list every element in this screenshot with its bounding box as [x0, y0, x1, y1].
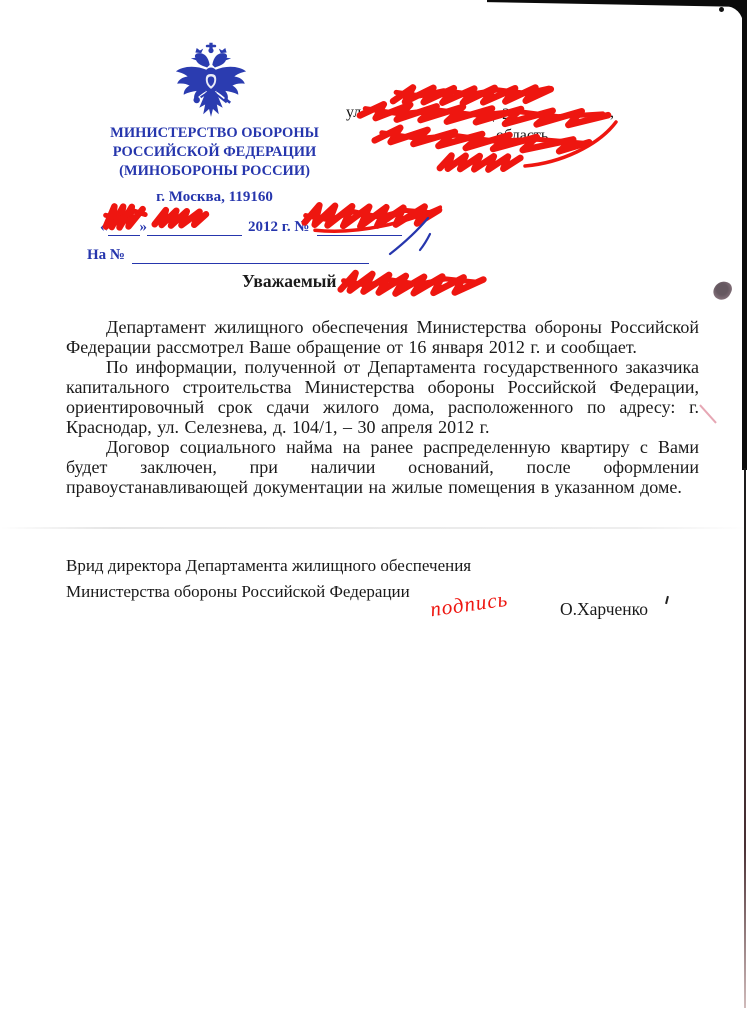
- scan-speck: [719, 7, 724, 12]
- double-headed-eagle-icon: [172, 42, 250, 128]
- date-year-part: 2012 г. №: [248, 219, 310, 235]
- recipient-house-fragment: , д. 22: [478, 106, 519, 123]
- scan-edge-right: [742, 0, 747, 470]
- reference-label: На №: [87, 247, 125, 263]
- signer-position-line2: Министерства обороны Российской Федерации: [66, 581, 410, 601]
- signer-position-line1: Врид директора Департамента жилищного обеспечения: [66, 556, 472, 575]
- redaction-scribble-month: [151, 205, 210, 229]
- signature-block: [66, 553, 471, 604]
- recipient-line2-comma: ,: [610, 104, 614, 121]
- org-name-line1: МИНИСТЕРСТВО ОБОРОНЫ: [110, 125, 319, 141]
- redaction-scribble-addressee-name: [336, 266, 489, 299]
- redaction-swoosh: [520, 118, 620, 170]
- pen-smudge: [699, 404, 717, 423]
- scan-edge-right-lower: [744, 468, 747, 1008]
- org-name-line2: РОССИЙСКОЙ ФЕДЕРАЦИИ: [112, 144, 317, 160]
- body-paragraph: По информации, полученной от Департамента государственного заказчика капитального строительства Министерства обороны Российской Федерации, ориентировочный срок сдачи жилого дома, расположенного по адресу: г. Краснодар, ул. Селезнева, д. 104/1, – 30 апреля 2012 г.: [66, 357, 699, 437]
- org-city-line: г. Москва, 119160: [156, 189, 273, 205]
- salutation: Уважаемый: [242, 271, 337, 291]
- recipient-region-fragment: область,: [496, 127, 553, 144]
- paper-crease: [0, 527, 747, 529]
- pen-tick-mark: [665, 596, 669, 604]
- org-name-block: [92, 124, 337, 181]
- scan-edge-top: [487, 0, 747, 7]
- reference-line: [87, 247, 369, 264]
- pen-mark-number: [386, 216, 432, 256]
- letter-body: [66, 317, 699, 497]
- handwritten-signature-note: подпись: [428, 586, 510, 622]
- redaction-scribble-day: [100, 200, 151, 232]
- redaction-scribble-recipient-postcode: [435, 147, 524, 176]
- date-close-quote: »: [139, 219, 147, 235]
- body-paragraph: Договор социального найма на ранее распределенную квартиру с Вами будет заключен, при наличии оснований, после оформлении правоустанавливающей документации на жилые помещения в указанном доме.: [66, 437, 699, 497]
- date-open-quote: «: [100, 219, 108, 235]
- body-paragraph: Департамент жилищного обеспечения Министерства обороны Российской Федерации рассмотрел Ваше обращение от 16 января 2012 г. и сообщает.: [66, 317, 699, 357]
- org-name-line3: (МИНОБОРОНЫ РОССИИ): [119, 163, 310, 179]
- staple-mark: [711, 278, 734, 302]
- recipient-street-prefix: ул: [346, 104, 362, 121]
- signer-name: О.Харченко: [560, 599, 649, 619]
- reference-blank: [132, 249, 369, 264]
